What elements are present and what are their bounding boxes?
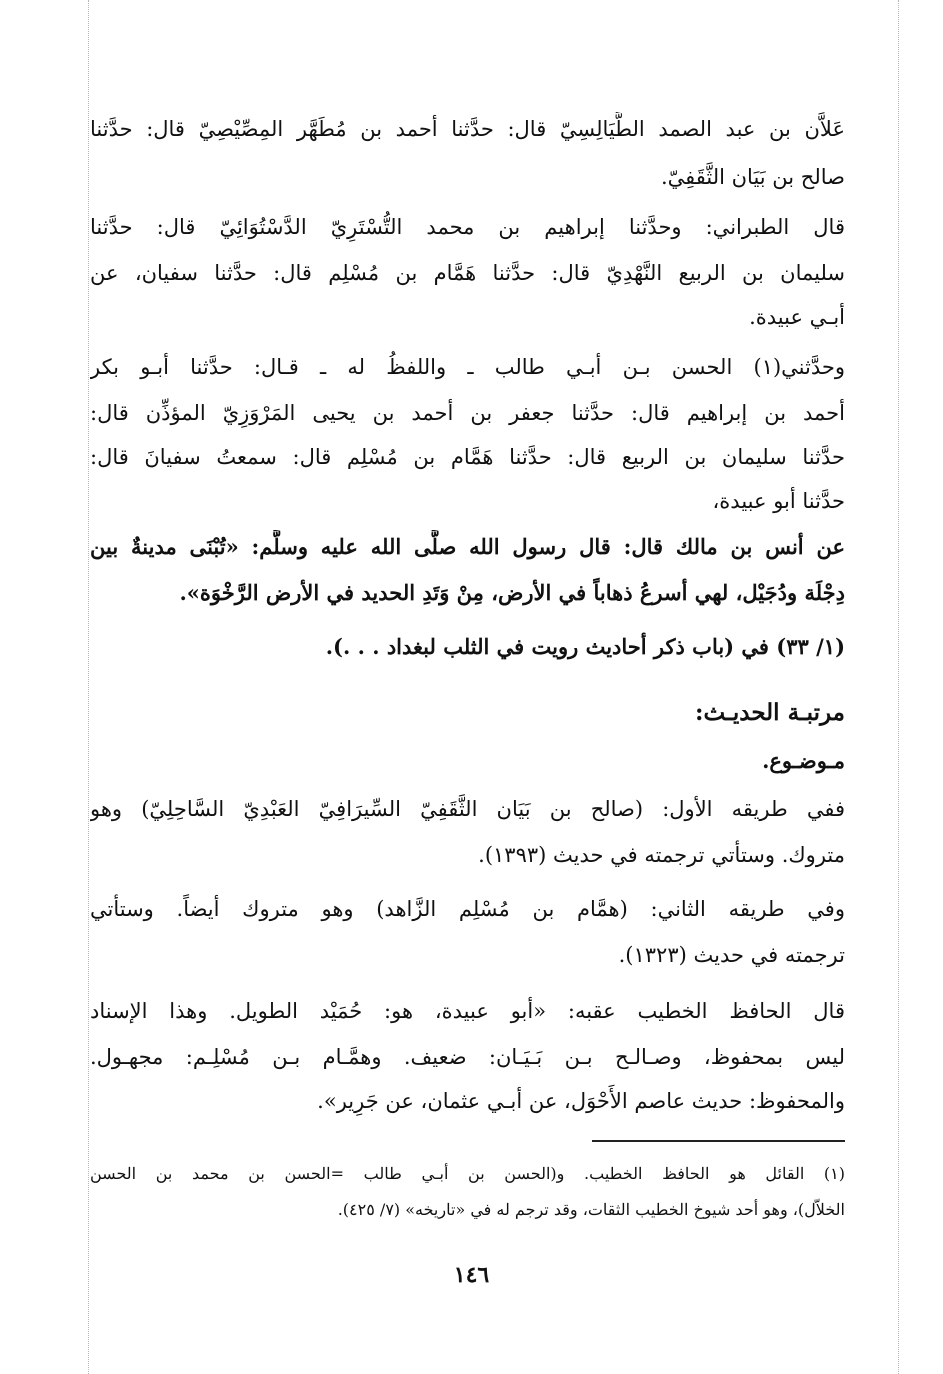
footnote-line: (١) القائل هو الحافظ الخطيب. و(الحسن بن أبـي طالب =الحسن بن محمد بن الحسن: [90, 1164, 845, 1183]
text-line: ففي طريقه الأول: (صالح بن بَيَان الثَّقَفِيّ السِّيرَافِيّ العَبْدِيّ السَّاحِلِيّ) وهو: [90, 797, 845, 821]
text-line: ليس بمحفوظ، وصـالـح بـن بَـيَـان: ضعيف. وهمَّـام بـن مُسْلِـم: مجهـول.: [90, 1045, 845, 1069]
text-line: وحدَّثني(١) الحسن بـن أبـي طالب ـ واللفظُ له ـ قـال: حدَّثنا أبـو بكر: [90, 355, 845, 379]
text-line: أبـي عبيدة.: [749, 305, 845, 329]
hadith-line: عن أنس بن مالك قال: قال رسول الله صلَّى الله عليه وسلَّم: «تُبْنَى مدينةٌ بين: [90, 534, 845, 559]
text-line: قال الحافظ الخطيب عقبه: «أبو عبيدة، هو: حُمَيْد الطويل. وهذا الإسناد: [90, 999, 845, 1023]
text-line: ترجمته في حديث (١٣٢٣).: [618, 943, 845, 967]
text-line: أحمد بن إبراهيم قال: حدَّثنا جعفر بن أحمد بن يحيى المَرْوَزِيّ المؤذِّن قال:: [90, 401, 845, 425]
hadith-line: دِجْلَة ودُجَيْل، لهي أسرعُ ذهاباً في الأرض، مِنْ وَتَدِ الحديد في الأرض الرَّخْوَة».: [179, 580, 845, 605]
scan-edge-left: [88, 0, 89, 1374]
text-line: متروك. وستأتي ترجمته في حديث (١٣٩٣).: [478, 843, 845, 867]
footnote-separator: [592, 1140, 845, 1142]
footnote-line: الخلاّل)، وهو أحد شيوخ الخطيب الثقات، وقد ترجم له في «تاريخه» (٧/ ٤٢٥).: [337, 1200, 845, 1219]
section-heading: مرتبـة الحديـث:: [695, 699, 845, 726]
text-line: قال الطبراني: وحدَّثنا إبراهيم بن محمد التُّسْتَرِيّ الدَّسْتُوَائِيّ قال: حدَّثنا: [90, 215, 845, 239]
scan-edge-right: [898, 0, 899, 1374]
text-line: حدَّثنا سليمان بن الربيع قال: حدَّثنا هَمَّام بن مُسْلِم قال: سمعتُ سفيانَ قال:: [90, 445, 845, 469]
text-line: سليمان بن الربيع النَّهْدِيّ قال: حدَّثنا هَمَّام بن مُسْلِم قال: حدَّثنا سفيان، عن: [90, 261, 845, 285]
text-line: عَلاَّن بن عبد الصمد الطَّيَالِسِيّ قال: حدَّثنا أحمد بن مُطَهَّر المِصِّيْصِيّ قال: حدَّثنا: [90, 117, 845, 141]
text-line: حدَّثنا أبو عبيدة،: [712, 489, 845, 513]
text-line: والمحفوظ: حديث عاصم الأَحْوَل، عن أبـي عثمان، عن جَرِير».: [317, 1089, 845, 1113]
text-line: صالح بن بَيَان الثَّقَفِيّ.: [660, 165, 845, 189]
text-line: وفي طريقه الثاني: (همَّام بن مُسْلِم الزَّاهد) وهو متروك أيضاً. وستأتي: [90, 897, 845, 921]
reference-line: (١/ ٣٣) في (باب ذكر أحاديث رويت في الثلب لبغداد . . .).: [325, 634, 845, 659]
page-number: ١٤٦: [453, 1262, 490, 1288]
grade-label: مـوضـوع.: [762, 748, 845, 773]
